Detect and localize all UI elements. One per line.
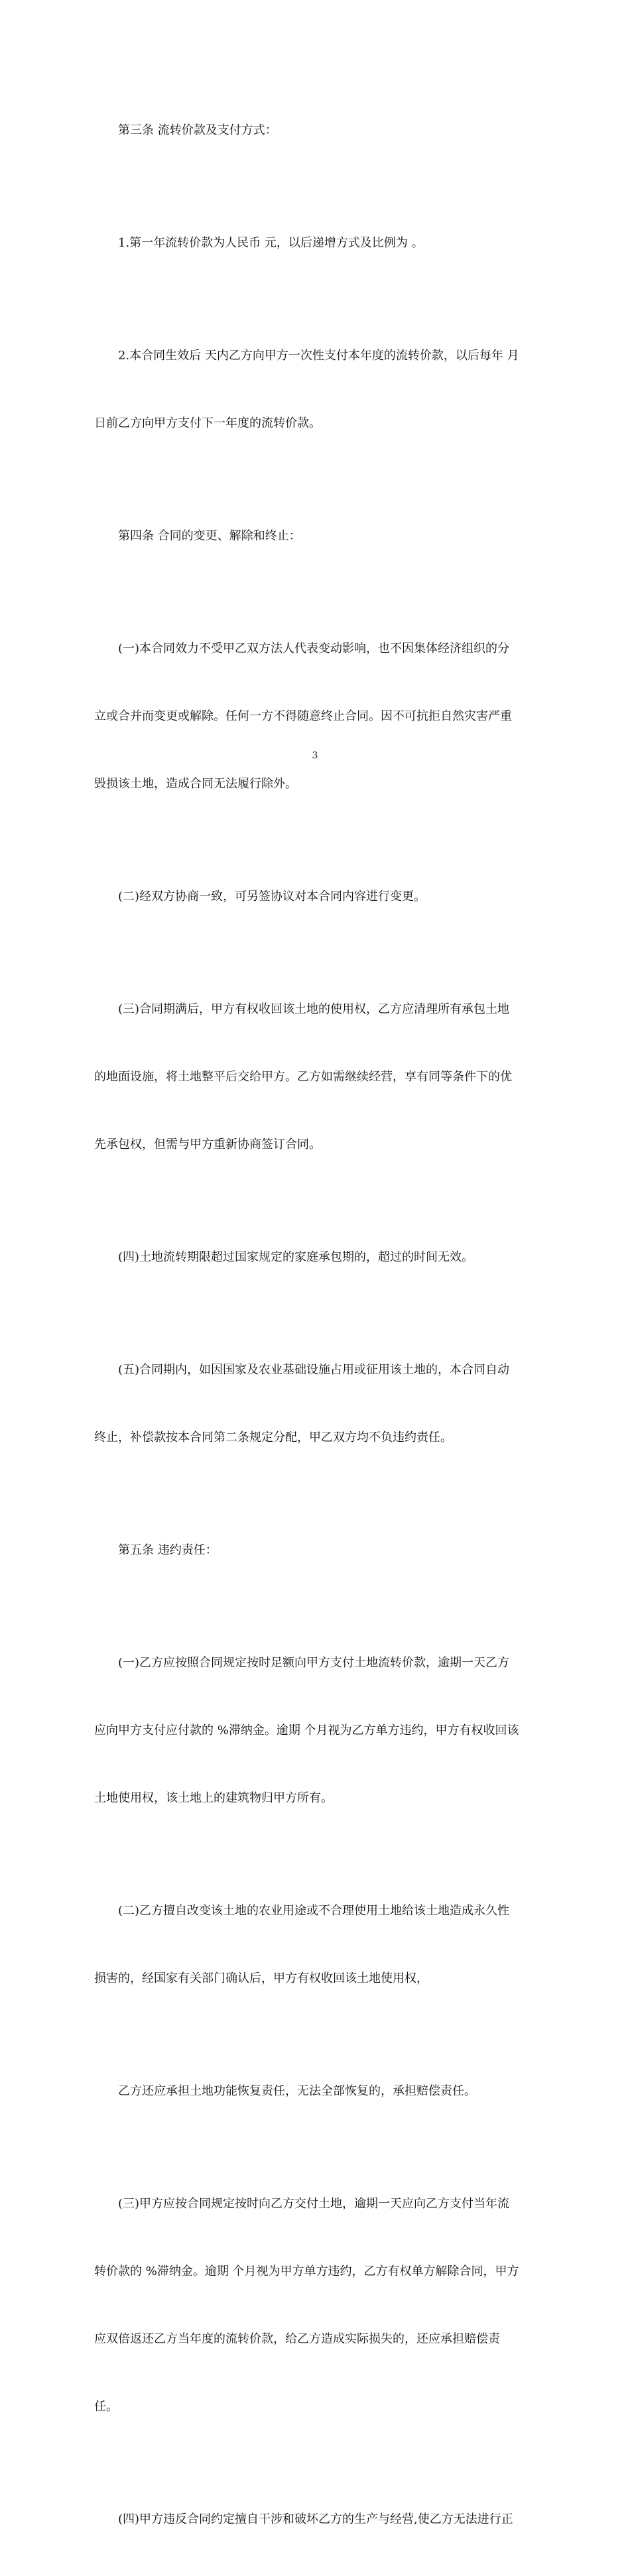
article-5-heading <box>94 1494 535 1607</box>
text-line: (三)合同期满后，甲方有权收回该土地的使用权，乙方应清理所有承包土地 <box>118 1002 510 1016</box>
text-line: 土地使用权，该土地上的建筑物归甲方所有。 <box>94 1791 333 1805</box>
article-3-item-1 <box>94 187 535 300</box>
text-line: 立或合并而变更或解除。任何一方不得随意终止合同。因不可抗拒自然灾害严重 <box>94 709 512 723</box>
article-4-clause-2 <box>94 841 535 953</box>
text-line: 毁损该土地，造成合同无法履行除外。 <box>94 777 297 791</box>
text-line: 第四条 合同的变更、解除和终止： <box>118 529 301 543</box>
article-5-clause-3 <box>94 2148 535 2463</box>
text-line: (一)本合同效力不受甲乙双方法人代表变动影响，也不因集体经济组织的分 <box>118 642 510 656</box>
article-4-clause-3 <box>94 953 535 1201</box>
article-4-clause-5 <box>94 1314 535 1494</box>
text-line: 第五条 违约责任： <box>118 1543 218 1557</box>
text-line: 任。 <box>94 2400 118 2414</box>
article-4-clause-1 <box>94 593 535 841</box>
article-3-item-2 <box>94 300 535 480</box>
text-line: (一)乙方应按照合同规定按时足额向甲方支付土地流转价款，逾期一天乙方 <box>118 1656 510 1670</box>
page-number: 3 <box>312 750 318 761</box>
article-4-clause-4 <box>94 1201 535 1314</box>
text-line: (五)合同期内，如因国家及农业基础设施占用或征用该土地的，本合同自动 <box>118 1363 510 1377</box>
text-line: 先承包权，但需与甲方重新协商签订合同。 <box>94 1138 321 1151</box>
article-5-clause-2-continued <box>94 2035 535 2148</box>
text-line: 1.第一年流转价款为人民币 元，以后递增方式及比例为 。 <box>118 236 424 250</box>
article-4-heading <box>94 480 535 593</box>
text-line: (四)土地流转期限超过国家规定的家庭承包期的，超过的时间无效。 <box>118 1250 474 1264</box>
text-line: 的地面设施，将土地整平后交给甲方。乙方如需继续经营，享有同等条件下的优 <box>94 1070 512 1084</box>
text-line: 终止，补偿款按本合同第二条规定分配，甲乙双方均不负违约责任。 <box>94 1431 452 1444</box>
text-line: 第三条 流转价款及支付方式： <box>118 123 277 137</box>
text-line: 应向甲方支付应付款的 %滞纳金。逾期 个月视为乙方单方违约，甲方有权收回该 <box>94 1724 519 1737</box>
text-line: 2.本合同生效后 天内乙方向甲方一次性支付本年度的流转价款，以后每年 月 <box>118 349 519 363</box>
text-line: (三)甲方应按合同规定按时向乙方交付土地，逾期一天应向乙方支付当年流 <box>118 2197 510 2211</box>
text-line: 乙方还应承担土地功能恢复责任，无法全部恢复的，承担赔偿责任。 <box>118 2084 476 2098</box>
article-5-clause-1 <box>94 1607 535 1855</box>
article-3-heading <box>94 74 535 187</box>
text-line: 转价款的 %滞纳金。逾期 个月视为甲方单方违约，乙方有权单方解除合同，甲方 <box>94 2264 519 2278</box>
text-line: 应双倍返还乙方当年度的流转价款，给乙方造成实际损失的，还应承担赔偿责 <box>94 2332 500 2346</box>
document-body <box>94 74 535 2576</box>
text-line: (二)经双方协商一致，可另签协议对本合同内容进行变更。 <box>118 890 426 904</box>
article-5-clause-2 <box>94 1855 535 2035</box>
text-line: 损害的，经国家有关部门确认后，甲方有权收回该土地使用权， <box>94 1971 428 1985</box>
article-5-clause-4 <box>94 2463 535 2576</box>
text-line: 日前乙方向甲方支付下一年度的流转价款。 <box>94 416 321 430</box>
text-line: (四)甲方违反合同约定擅自干涉和破坏乙方的生产与经营,使乙方无法进行正 <box>118 2512 513 2526</box>
text-line: (二)乙方擅自改变该土地的农业用途或不合理使用土地给该土地造成永久性 <box>118 1904 510 1918</box>
